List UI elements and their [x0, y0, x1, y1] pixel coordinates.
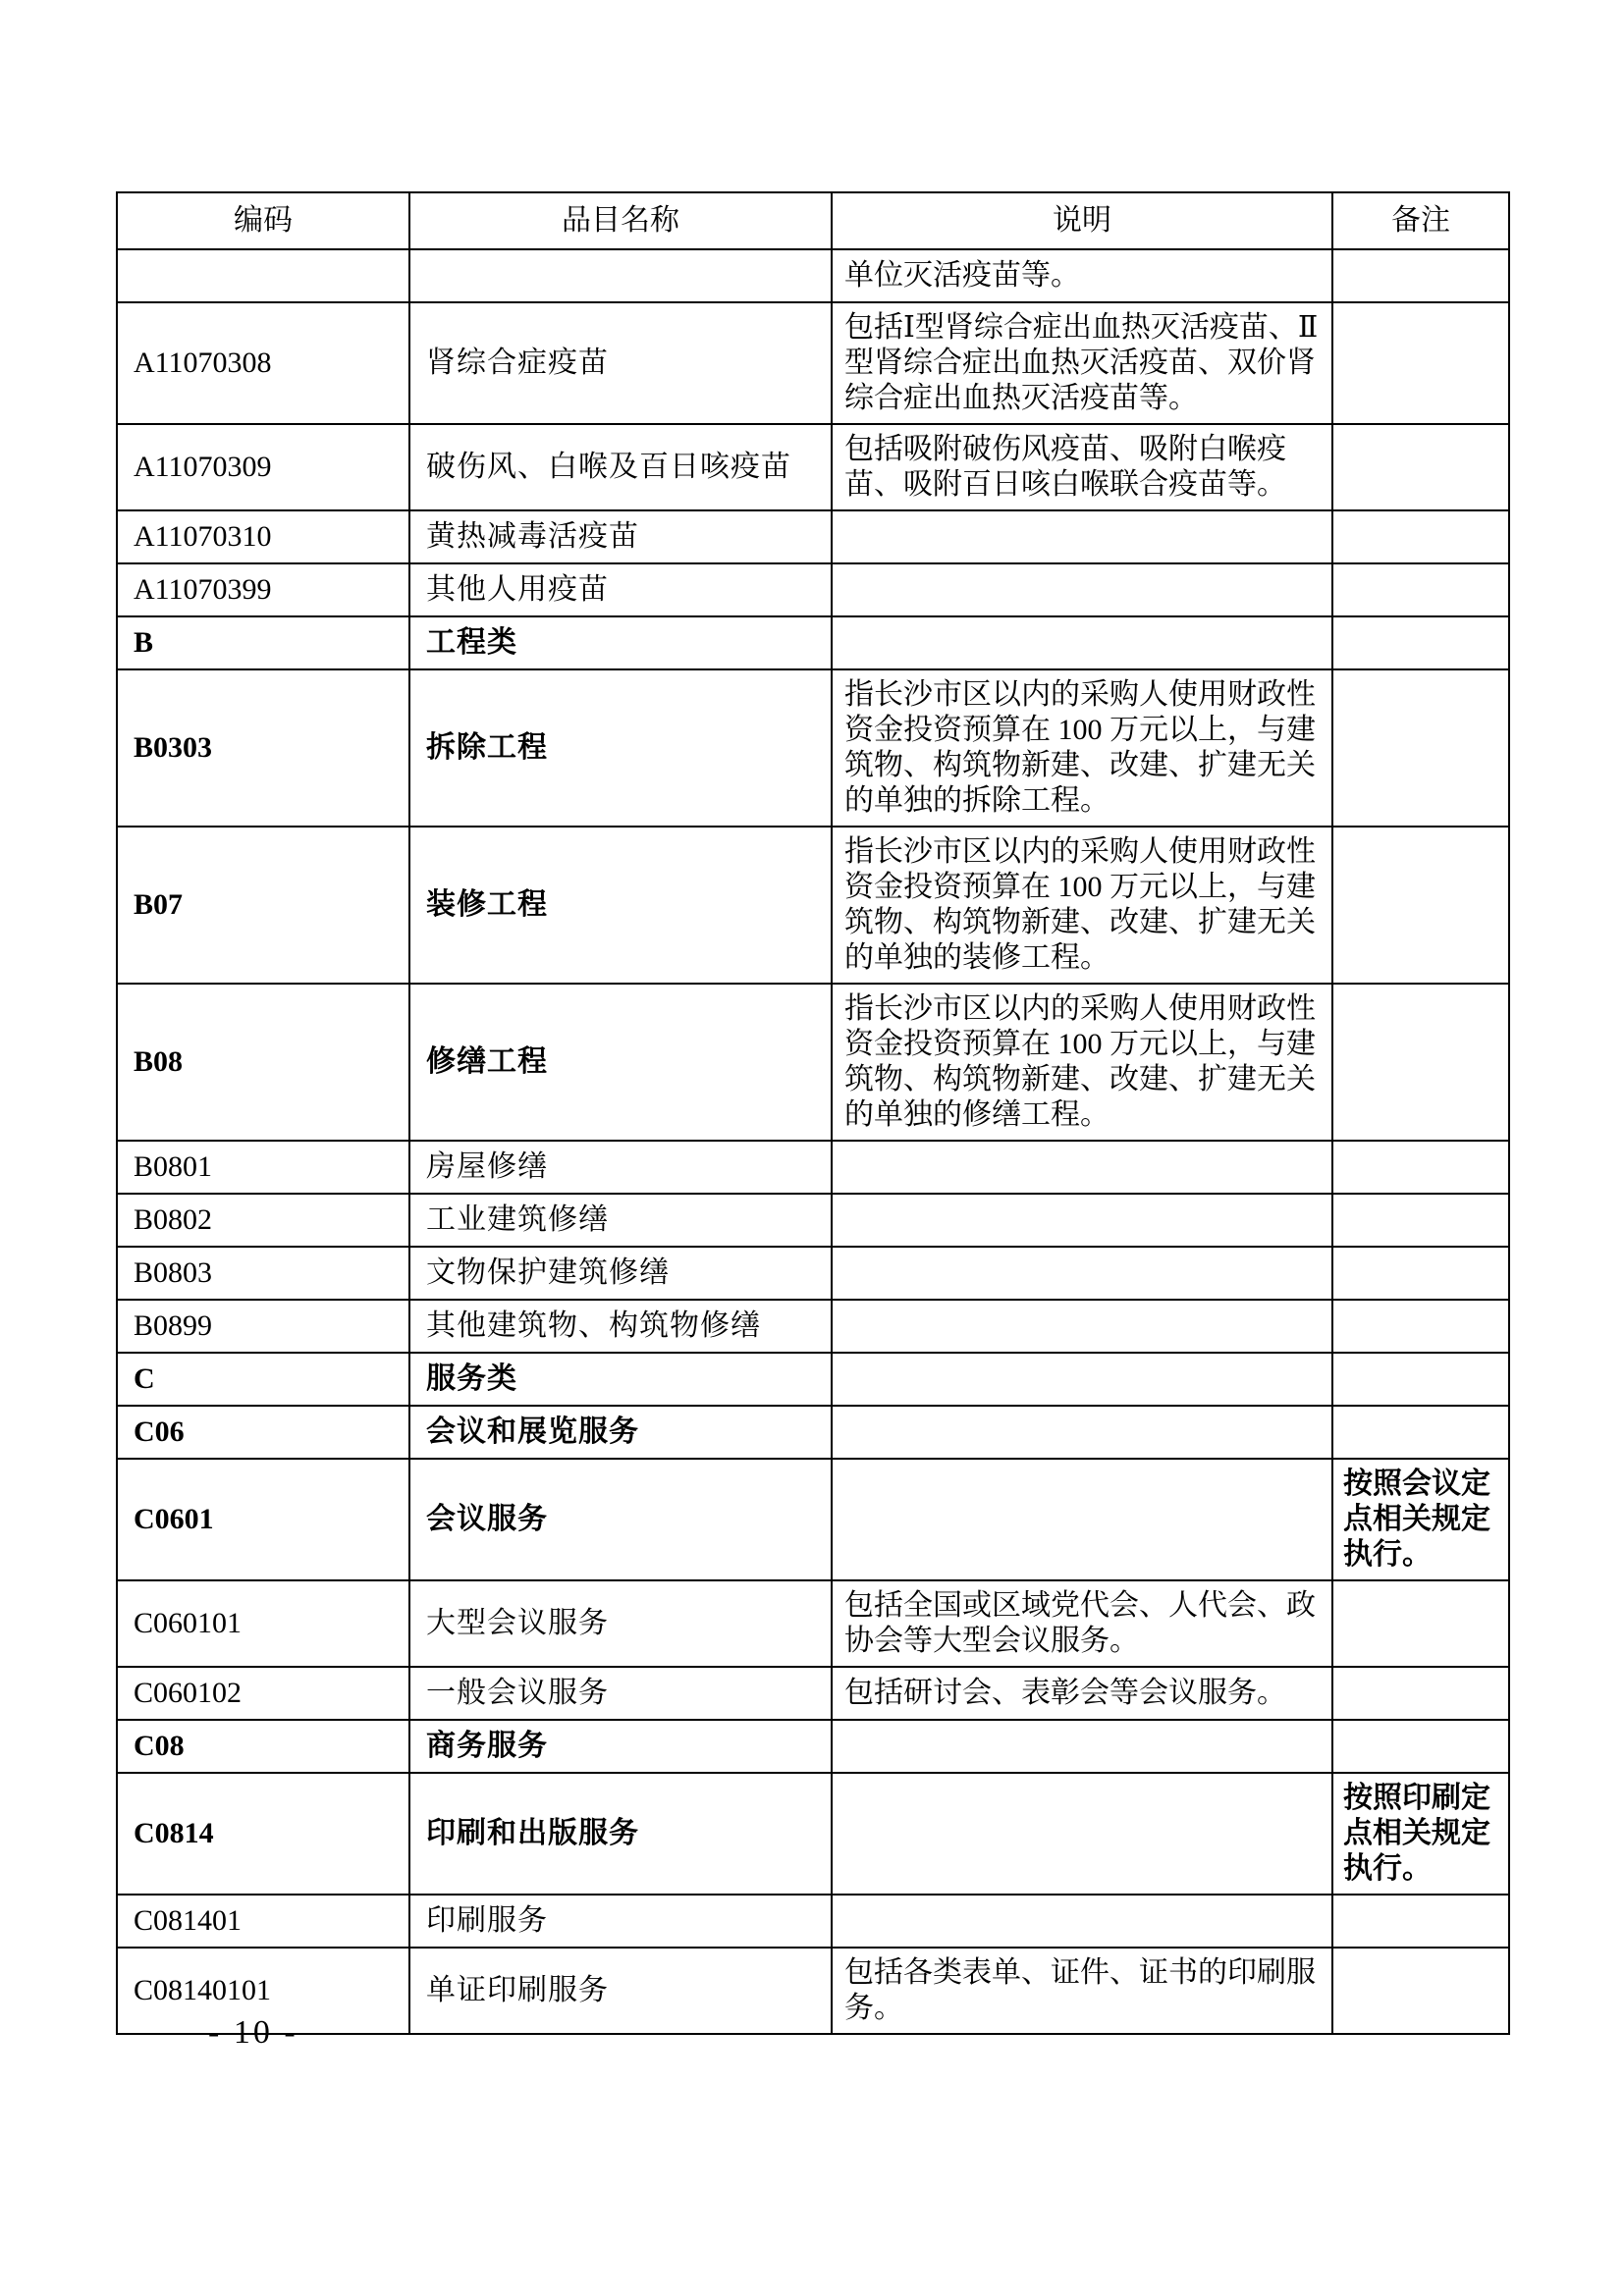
item-name-cell: 会议服务: [409, 1459, 832, 1580]
code-cell: B0899: [117, 1300, 409, 1353]
code-cell: A11070310: [117, 510, 409, 563]
remark-cell: [1332, 1580, 1509, 1667]
item-name-cell: 其他建筑物、构筑物修缮: [409, 1300, 832, 1353]
description-cell: 包括吸附破伤风疫苗、吸附白喉疫苗、吸附百日咳白喉联合疫苗等。: [832, 424, 1332, 510]
table-row: [117, 1895, 1509, 1948]
item-name-cell: 装修工程: [409, 827, 832, 984]
item-name-cell: 黄热减毒活疫苗: [409, 510, 832, 563]
description-cell: [832, 1247, 1332, 1300]
remark-cell: [1332, 1141, 1509, 1194]
code-cell: C060102: [117, 1667, 409, 1720]
description-cell: 指长沙市区以内的采购人使用财政性资金投资预算在 100 万元以上，与建筑物、构筑物新建、改建、扩建无关的单独的拆除工程。: [832, 669, 1332, 827]
table-header-row: [117, 192, 1509, 249]
item-name-cell: 服务类: [409, 1353, 832, 1406]
table-row: [117, 984, 1509, 1141]
code-cell: C0601: [117, 1459, 409, 1580]
item-name-cell: 破伤风、白喉及百日咳疫苗: [409, 424, 832, 510]
remark-cell: 按照印刷定点相关规定执行。: [1332, 1773, 1509, 1895]
description-cell: [832, 510, 1332, 563]
code-cell: C: [117, 1353, 409, 1406]
code-cell: C08: [117, 1720, 409, 1773]
item-name-cell: 其他人用疫苗: [409, 563, 832, 616]
table-row: [117, 510, 1509, 563]
item-name-cell: 房屋修缮: [409, 1141, 832, 1194]
description-cell: [832, 1141, 1332, 1194]
code-cell: A11070308: [117, 302, 409, 424]
remark-cell: [1332, 249, 1509, 302]
item-name-cell: 大型会议服务: [409, 1580, 832, 1667]
code-cell: C08140101: [117, 1948, 409, 2034]
remark-cell: [1332, 827, 1509, 984]
description-cell: [832, 1194, 1332, 1247]
description-cell: [832, 1895, 1332, 1948]
remark-cell: [1332, 1194, 1509, 1247]
table-row: [117, 1247, 1509, 1300]
table-row: [117, 1194, 1509, 1247]
remark-cell: [1332, 1353, 1509, 1406]
code-cell: B0801: [117, 1141, 409, 1194]
table-row: [117, 249, 1509, 302]
remark-cell: [1332, 1247, 1509, 1300]
description-cell: [832, 1720, 1332, 1773]
code-cell: B07: [117, 827, 409, 984]
table-row: [117, 424, 1509, 510]
table-row: [117, 1141, 1509, 1194]
remark-cell: 按照会议定点相关规定执行。: [1332, 1459, 1509, 1580]
item-name-cell: 肾综合症疫苗: [409, 302, 832, 424]
remark-cell: [1332, 984, 1509, 1141]
code-cell: B0303: [117, 669, 409, 827]
item-name-cell: 单证印刷服务: [409, 1948, 832, 2034]
item-name-cell: [409, 249, 832, 302]
remark-cell: [1332, 510, 1509, 563]
procurement-catalog-table: [116, 191, 1510, 2035]
description-cell: [832, 1353, 1332, 1406]
table-row: [117, 1948, 1509, 2034]
item-name-cell: 印刷服务: [409, 1895, 832, 1948]
table-row: [117, 1459, 1509, 1580]
description-cell: 指长沙市区以内的采购人使用财政性资金投资预算在 100 万元以上，与建筑物、构筑物新建、改建、扩建无关的单独的修缮工程。: [832, 984, 1332, 1141]
header-description: 说明: [832, 192, 1332, 249]
item-name-cell: 拆除工程: [409, 669, 832, 827]
item-name-cell: 工程类: [409, 616, 832, 669]
description-cell: 包括Ⅰ型肾综合症出血热灭活疫苗、Ⅱ型肾综合症出血热灭活疫苗、双价肾综合症出血热灭活疫苗等。: [832, 302, 1332, 424]
description-cell: 包括全国或区域党代会、人代会、政协会等大型会议服务。: [832, 1580, 1332, 1667]
remark-cell: [1332, 424, 1509, 510]
table-row: [117, 827, 1509, 984]
description-cell: [832, 563, 1332, 616]
remark-cell: [1332, 563, 1509, 616]
code-cell: C06: [117, 1406, 409, 1459]
header-remark: 备注: [1332, 192, 1509, 249]
table-row: [117, 1353, 1509, 1406]
remark-cell: [1332, 1667, 1509, 1720]
item-name-cell: 文物保护建筑修缮: [409, 1247, 832, 1300]
remark-cell: [1332, 1895, 1509, 1948]
code-cell: B08: [117, 984, 409, 1141]
header-code: 编码: [117, 192, 409, 249]
remark-cell: [1332, 1720, 1509, 1773]
item-name-cell: 一般会议服务: [409, 1667, 832, 1720]
table-row: [117, 1580, 1509, 1667]
code-cell: B: [117, 616, 409, 669]
remark-cell: [1332, 1948, 1509, 2034]
table-row: [117, 1300, 1509, 1353]
code-cell: C0814: [117, 1773, 409, 1895]
description-cell: [832, 1773, 1332, 1895]
description-cell: 包括研讨会、表彰会等会议服务。: [832, 1667, 1332, 1720]
description-cell: [832, 1459, 1332, 1580]
table-body: [117, 249, 1509, 2034]
description-cell: [832, 1300, 1332, 1353]
code-cell: A11070399: [117, 563, 409, 616]
header-item-name: 品目名称: [409, 192, 832, 249]
description-cell: 包括各类表单、证件、证书的印刷服务。: [832, 1948, 1332, 2034]
code-cell: B0802: [117, 1194, 409, 1247]
table-row: [117, 1406, 1509, 1459]
item-name-cell: 修缮工程: [409, 984, 832, 1141]
item-name-cell: 商务服务: [409, 1720, 832, 1773]
table-row: [117, 1667, 1509, 1720]
description-cell: 指长沙市区以内的采购人使用财政性资金投资预算在 100 万元以上，与建筑物、构筑物新建、改建、扩建无关的单独的装修工程。: [832, 827, 1332, 984]
remark-cell: [1332, 302, 1509, 424]
description-cell: [832, 1406, 1332, 1459]
item-name-cell: 会议和展览服务: [409, 1406, 832, 1459]
code-cell: A11070309: [117, 424, 409, 510]
page-number: - 10 -: [208, 2014, 298, 2051]
code-cell: B0803: [117, 1247, 409, 1300]
table-row: [117, 563, 1509, 616]
item-name-cell: 工业建筑修缮: [409, 1194, 832, 1247]
table-row: [117, 616, 1509, 669]
remark-cell: [1332, 669, 1509, 827]
code-cell: [117, 249, 409, 302]
table-row: [117, 1773, 1509, 1895]
description-cell: [832, 616, 1332, 669]
table-row: [117, 1720, 1509, 1773]
table-row: [117, 669, 1509, 827]
item-name-cell: 印刷和出版服务: [409, 1773, 832, 1895]
code-cell: C081401: [117, 1895, 409, 1948]
remark-cell: [1332, 1406, 1509, 1459]
remark-cell: [1332, 1300, 1509, 1353]
table-row: [117, 302, 1509, 424]
description-cell: 单位灭活疫苗等。: [832, 249, 1332, 302]
remark-cell: [1332, 616, 1509, 669]
code-cell: C060101: [117, 1580, 409, 1667]
